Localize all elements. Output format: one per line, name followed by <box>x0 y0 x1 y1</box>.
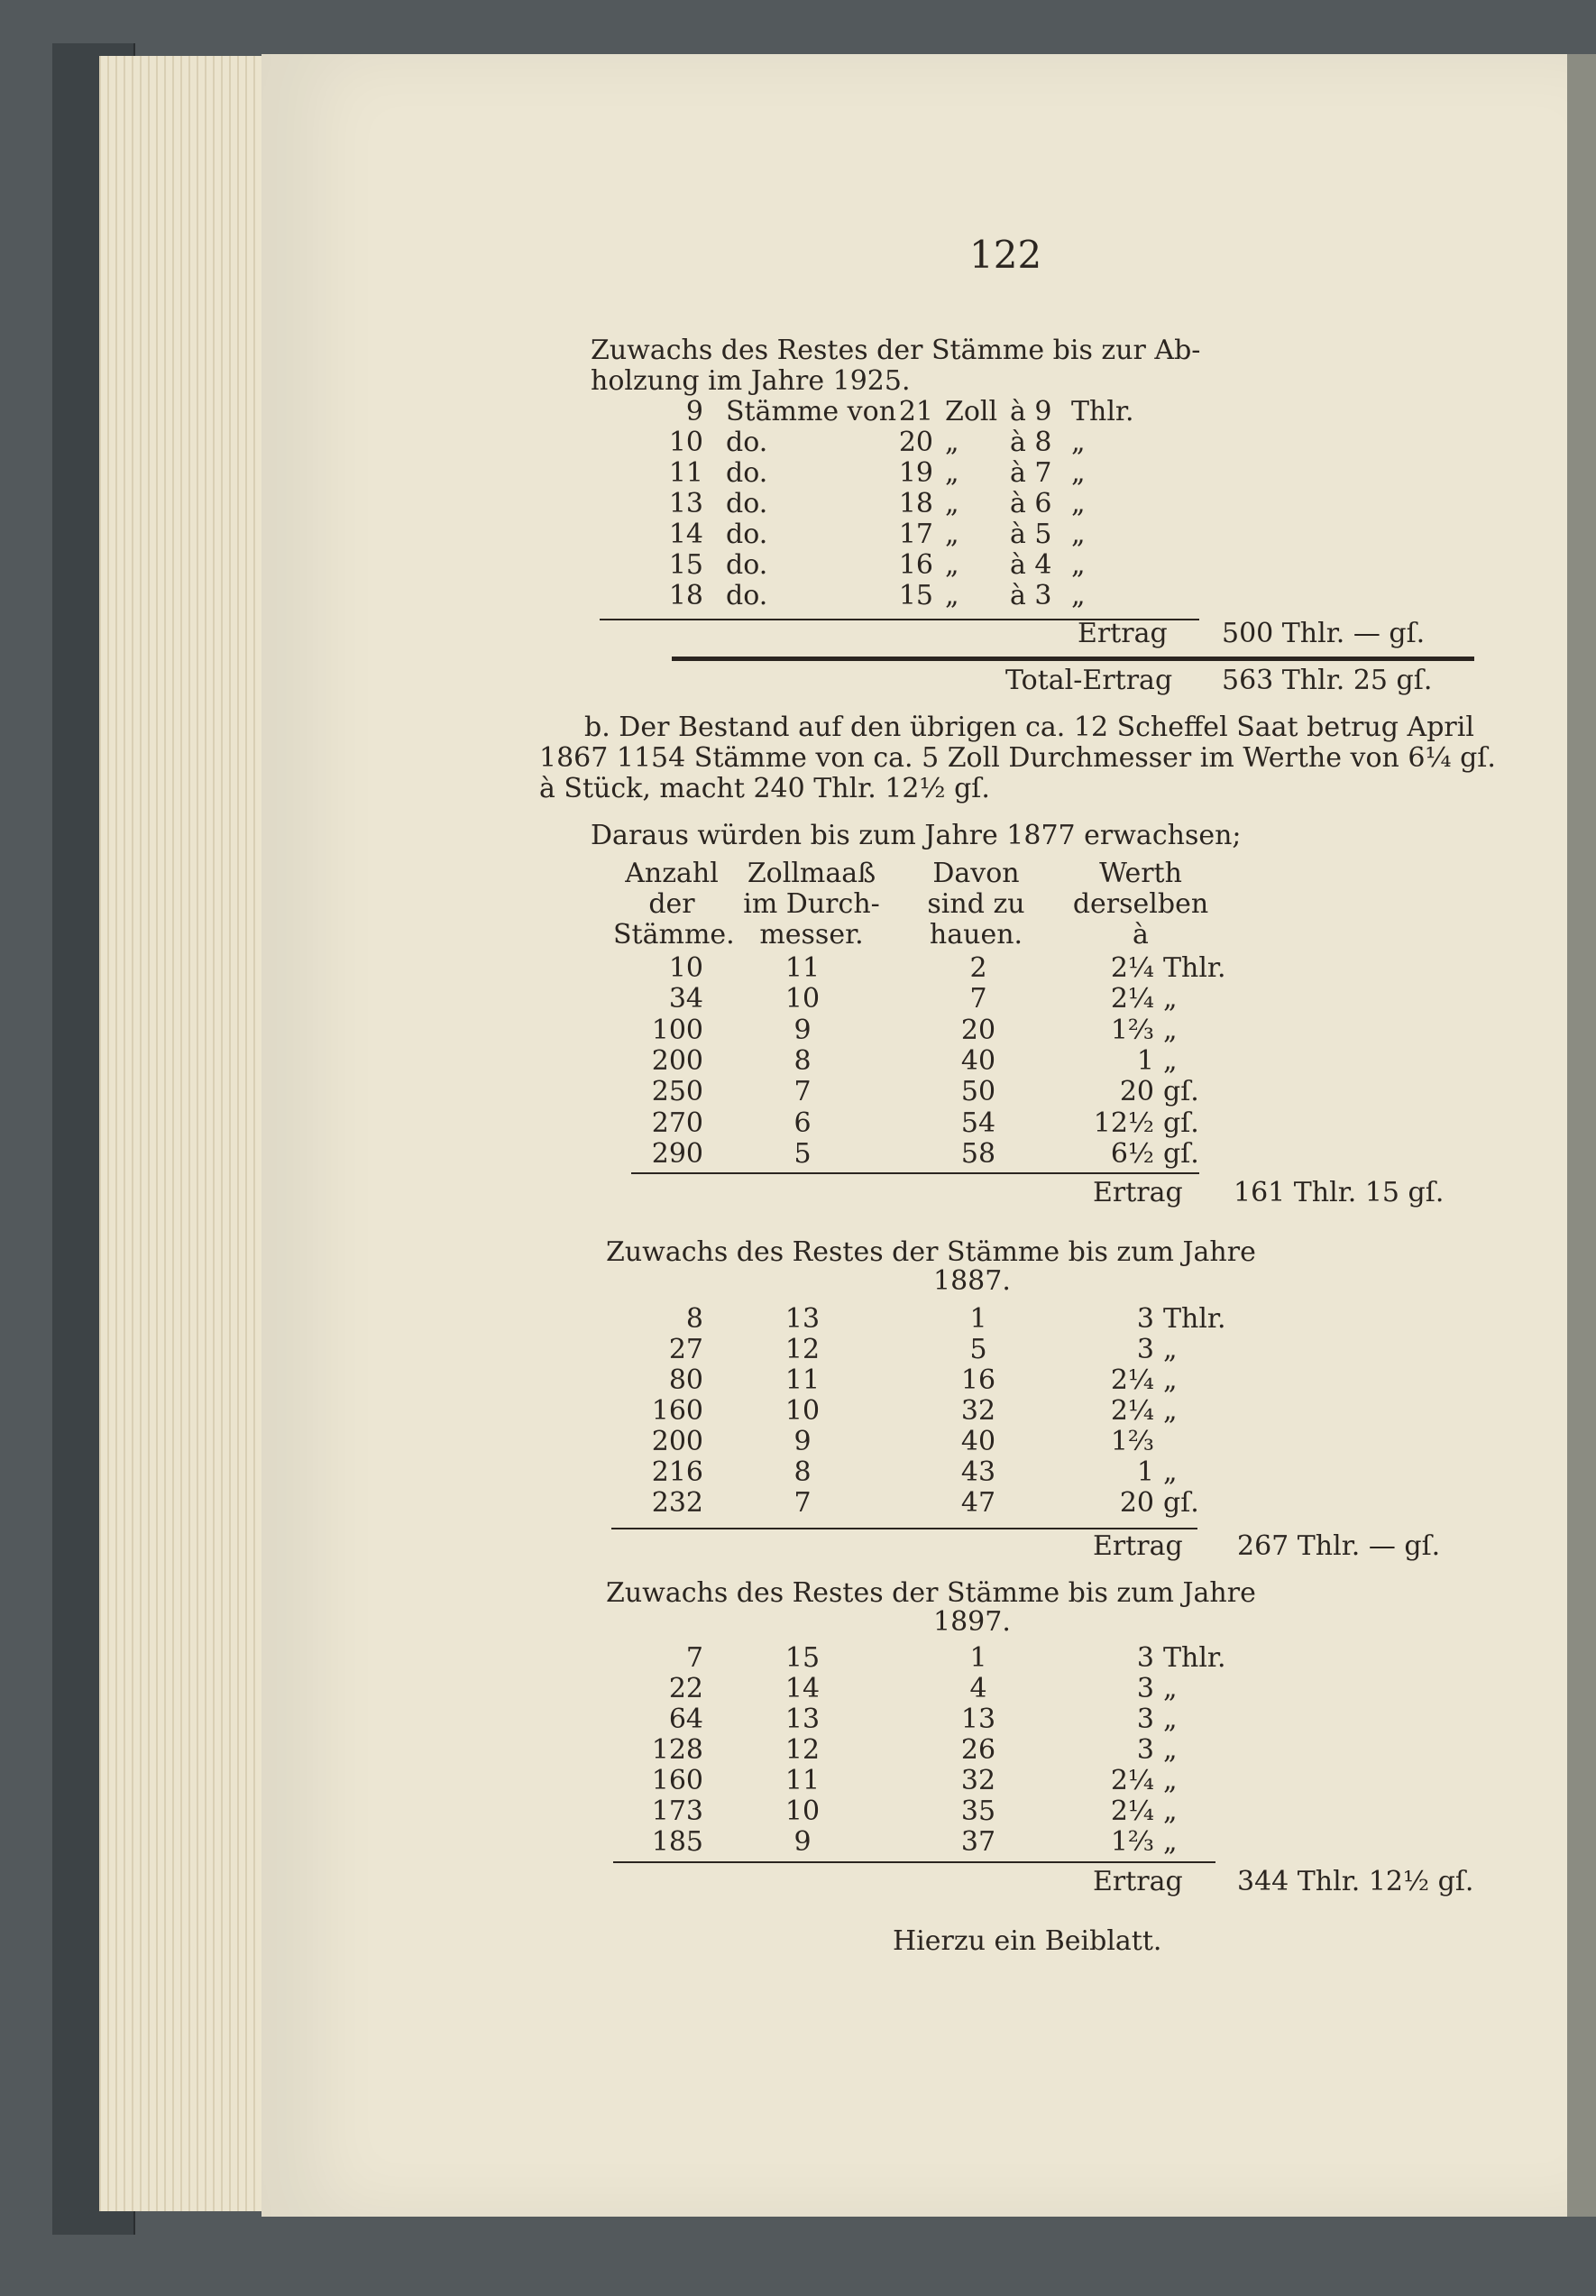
table-1887-cell: 32 <box>960 1395 996 1427</box>
table-1877-cell: 6½ <box>1110 1137 1154 1170</box>
table-1887-cell: 80 <box>668 1364 703 1396</box>
table-1877-cell: gſ. <box>1163 1076 1199 1108</box>
table-1877-cell: 200 <box>651 1044 703 1077</box>
table-1877-cell: „ <box>1163 1014 1178 1046</box>
table-1887-cell: 9 <box>793 1426 812 1457</box>
table-1877-cell: 9 <box>793 1014 812 1046</box>
table-1897-cell: 12 <box>784 1734 821 1766</box>
table-1887-cell: Thlr. <box>1163 1303 1226 1335</box>
table-1887-cell: 10 <box>784 1395 821 1427</box>
table-1897-cell: 3 <box>1136 1734 1154 1766</box>
table-1887-cell: 200 <box>651 1426 703 1457</box>
table-1897-cell: 9 <box>793 1826 812 1858</box>
facing-page-edge <box>1567 54 1596 2217</box>
header-cell: hauen. <box>929 919 1023 951</box>
list-1925-label: do. <box>726 580 768 611</box>
table-1897-cell: 11 <box>784 1765 821 1796</box>
table-1897-cell: 185 <box>651 1826 703 1858</box>
table-1897-cell: 2¼ <box>1110 1795 1154 1827</box>
header-cell: à <box>1133 919 1149 951</box>
table-1887-cell: 5 <box>969 1334 987 1365</box>
list-1925-count: 13 <box>668 488 703 519</box>
list-1925-count: 9 <box>685 396 703 427</box>
list-1925-unit: „ <box>945 519 959 550</box>
table-1887-cell: „ <box>1163 1395 1178 1427</box>
table-1877-cell: 6 <box>793 1107 812 1139</box>
intro-1897-line1: Zuwachs des Restes der Stämme bis zum Jahre <box>606 1577 1256 1609</box>
ertrag-1877-label: Ertrag <box>1093 1177 1183 1208</box>
table-1877-cell: 1⅔ <box>1110 1014 1154 1046</box>
table-1897-cell: 7 <box>685 1642 703 1674</box>
list-1925-price: à 3 <box>1010 580 1052 611</box>
ertrag-1887-label: Ertrag <box>1093 1530 1183 1562</box>
table-1877-cell: „ <box>1163 1044 1178 1077</box>
table-1897-cell: 22 <box>668 1673 703 1704</box>
list-1925-label: do. <box>726 549 768 581</box>
table-1877-cell: 2 <box>969 952 987 984</box>
ertrag-1925-value: 500 Thlr. — gſ. <box>1222 618 1426 649</box>
list-1925-count: 10 <box>668 427 703 458</box>
table-1887-cell: 16 <box>960 1364 996 1396</box>
total-ertrag-value: 563 Thlr. 25 gſ. <box>1222 665 1433 696</box>
rule-total <box>672 657 1474 661</box>
table-1877-cell: 7 <box>969 983 987 1015</box>
table-1887-cell: 40 <box>960 1426 996 1457</box>
daraus-text: Daraus würden bis zum Jahre 1877 erwachsen; <box>591 820 1242 851</box>
header-cell: sind zu <box>927 888 1025 920</box>
list-1925-inch: 21 <box>898 396 933 427</box>
table-1887-cell: 3 <box>1136 1303 1154 1335</box>
table-1887-cell: 1⅔ <box>1110 1426 1154 1457</box>
header-cell: Anzahl <box>625 858 719 889</box>
table-1897-cell: 3 <box>1136 1673 1154 1704</box>
list-1925-currency: „ <box>1071 457 1086 489</box>
table-1887-cell: „ <box>1163 1456 1178 1488</box>
table-1877-cell: 12½ <box>1093 1107 1154 1139</box>
para-b-line1: b. Der Bestand auf den übrigen ca. 12 Scheffel Saat betrug April <box>584 712 1474 743</box>
header-cell: derselben <box>1072 888 1209 920</box>
list-1925-label: do. <box>726 519 768 550</box>
table-1887-cell: 232 <box>651 1487 703 1519</box>
table-1897-cell: 128 <box>651 1734 703 1766</box>
table-1877-cell: 7 <box>793 1076 812 1108</box>
table-1897-cell: 26 <box>960 1734 996 1766</box>
intro-1887-line1: Zuwachs des Restes der Stämme bis zum Jahre <box>606 1236 1256 1268</box>
ertrag-1897-value: 344 Thlr. 12½ gſ. <box>1237 1866 1474 1897</box>
list-1925-unit: „ <box>945 549 959 581</box>
list-1925-price: à 4 <box>1010 549 1052 581</box>
ertrag-1897-label: Ertrag <box>1093 1866 1183 1897</box>
table-1897-cell: 3 <box>1136 1642 1154 1674</box>
table-1897-cell: 10 <box>784 1795 821 1827</box>
table-1877-cell: 2¼ <box>1110 983 1154 1015</box>
table-1897-cell: 173 <box>651 1795 703 1827</box>
table-1897-cell: Thlr. <box>1163 1642 1226 1674</box>
list-1925-label: do. <box>726 488 768 519</box>
table-1887-cell: 2¼ <box>1110 1395 1154 1427</box>
table-1887-cell: 8 <box>793 1456 812 1488</box>
header-cell: Werth <box>1099 858 1182 889</box>
ertrag-1925-label: Ertrag <box>1078 618 1168 649</box>
table-1887-cell: 1 <box>1136 1456 1154 1488</box>
table-1887-cell: „ <box>1163 1334 1178 1365</box>
list-1925-price: à 7 <box>1010 457 1052 489</box>
table-1897-cell: „ <box>1163 1826 1178 1858</box>
intro-1925-line1: Zuwachs des Restes der Stämme bis zur Ab- <box>591 335 1201 366</box>
list-1925-price: à 8 <box>1010 427 1052 458</box>
table-1887-cell: 216 <box>651 1456 703 1488</box>
table-1887-cell: 160 <box>651 1395 703 1427</box>
table-1877-cell: 54 <box>960 1107 996 1139</box>
table-1887-cell: 11 <box>784 1364 821 1396</box>
list-1925-currency: Thlr. <box>1071 396 1134 427</box>
table-1887-cell: 47 <box>960 1487 996 1519</box>
table-1887-cell: 43 <box>960 1456 996 1488</box>
header-cell: Stämme. <box>613 919 735 951</box>
table-1897-cell: 13 <box>960 1704 996 1735</box>
rule-1887 <box>611 1528 1197 1529</box>
table-1887-cell: gſ. <box>1163 1487 1199 1519</box>
table-1887-cell: 2¼ <box>1110 1364 1154 1396</box>
table-1897-cell: 64 <box>668 1704 703 1735</box>
table-1897-cell: 3 <box>1136 1704 1154 1735</box>
table-1897-cell: 32 <box>960 1765 996 1796</box>
para-b-line2: 1867 1154 Stämme von ca. 5 Zoll Durchmesser im Werthe von 6¼ gſ. <box>539 742 1496 774</box>
list-1925-inch: 18 <box>898 488 933 519</box>
table-1897-cell: „ <box>1163 1795 1178 1827</box>
table-1887-cell: 20 <box>1119 1487 1154 1519</box>
intro-1897-line2: 1897. <box>933 1606 1011 1638</box>
list-1925-unit: „ <box>945 427 959 458</box>
table-1877-cell: 20 <box>960 1014 996 1046</box>
page-edges <box>99 56 263 2211</box>
header-cell: im Durch- <box>743 888 880 920</box>
table-1897-cell: 4 <box>969 1673 987 1704</box>
list-1925-price: à 5 <box>1010 519 1052 550</box>
table-1897-cell: 35 <box>960 1795 996 1827</box>
table-1877-cell: 250 <box>651 1076 703 1108</box>
list-1925-currency: „ <box>1071 488 1086 519</box>
list-1925-count: 15 <box>668 549 703 581</box>
table-1877-cell: 10 <box>668 952 703 984</box>
table-1877-cell: gſ. <box>1163 1107 1199 1139</box>
table-1877-cell: 58 <box>960 1137 996 1170</box>
table-1877-cell: 270 <box>651 1107 703 1139</box>
table-1887-cell: „ <box>1163 1364 1178 1396</box>
list-1925-inch: 17 <box>898 519 933 550</box>
list-1925-price: à 6 <box>1010 488 1052 519</box>
table-1887-cell: 7 <box>793 1487 812 1519</box>
table-1877-cell: 2¼ <box>1110 952 1154 984</box>
header-cell: Davon <box>932 858 1020 889</box>
table-1877-cell: 1 <box>1136 1044 1154 1077</box>
table-1897-cell: 37 <box>960 1826 996 1858</box>
rule-1897 <box>613 1861 1215 1863</box>
table-1887-cell: 8 <box>685 1303 703 1335</box>
table-1887-cell: 27 <box>668 1334 703 1365</box>
table-1877-cell: 10 <box>784 983 821 1015</box>
table-1897-cell: 15 <box>784 1642 821 1674</box>
table-1877-cell: 11 <box>784 952 821 984</box>
table-1887-cell: 1 <box>969 1303 987 1335</box>
table-1877-cell: 40 <box>960 1044 996 1077</box>
table-1897-cell: 2¼ <box>1110 1765 1154 1796</box>
table-1877-cell: 5 <box>793 1137 812 1170</box>
table-1897-cell: „ <box>1163 1673 1178 1704</box>
table-1897-cell: „ <box>1163 1734 1178 1766</box>
table-1877-cell: 34 <box>668 983 703 1015</box>
table-1897-cell: 1⅔ <box>1110 1826 1154 1858</box>
list-1925-inch: 20 <box>898 427 933 458</box>
list-1925-currency: „ <box>1071 580 1086 611</box>
list-1925-count: 18 <box>668 580 703 611</box>
intro-1925-line2: holzung im Jahre 1925. <box>591 365 911 397</box>
list-1925-label: do. <box>726 457 768 489</box>
table-1897-cell: „ <box>1163 1704 1178 1735</box>
header-cell: Zollmaaß <box>747 858 876 889</box>
list-1925-label: Stämme von <box>726 396 897 427</box>
table-1877-cell: 8 <box>793 1044 812 1077</box>
table-1887-cell: 13 <box>784 1303 821 1335</box>
table-1877-cell: 100 <box>651 1014 703 1046</box>
page-number: 122 <box>969 233 1042 277</box>
ertrag-1887-value: 267 Thlr. — gſ. <box>1237 1530 1441 1562</box>
table-1897-cell: 1 <box>969 1642 987 1674</box>
list-1925-currency: „ <box>1071 427 1086 458</box>
list-1925-inch: 19 <box>898 457 933 489</box>
table-1877-cell: „ <box>1163 983 1178 1015</box>
table-1877-cell: 50 <box>960 1076 996 1108</box>
table-1897-cell: 160 <box>651 1765 703 1796</box>
table-1887-cell: 12 <box>784 1334 821 1365</box>
list-1925-inch: 16 <box>898 549 933 581</box>
list-1925-count: 11 <box>668 457 703 489</box>
table-1877-cell: Thlr. <box>1163 952 1226 984</box>
table-1897-cell: 14 <box>784 1673 821 1704</box>
table-1877-cell: 20 <box>1119 1076 1154 1108</box>
header-cell: messer. <box>759 919 864 951</box>
list-1925-price: à 9 <box>1010 396 1052 427</box>
para-b-line3: à Stück, macht 240 Thlr. 12½ gſ. <box>539 773 990 804</box>
ertrag-1877-value: 161 Thlr. 15 gſ. <box>1234 1177 1445 1208</box>
footer-note: Hierzu ein Beiblatt. <box>893 1925 1162 1957</box>
list-1925-unit: „ <box>945 580 959 611</box>
list-1925-currency: „ <box>1071 549 1086 581</box>
table-1877-cell: gſ. <box>1163 1137 1199 1170</box>
table-1897-cell: „ <box>1163 1765 1178 1796</box>
intro-1887-line2: 1887. <box>933 1265 1011 1297</box>
rule-1877 <box>631 1172 1199 1174</box>
header-cell: der <box>648 888 695 920</box>
list-1925-inch: 15 <box>898 580 933 611</box>
list-1925-unit: Zoll <box>945 396 998 427</box>
table-1887-cell: 3 <box>1136 1334 1154 1365</box>
table-1897-cell: 13 <box>784 1704 821 1735</box>
list-1925-label: do. <box>726 427 768 458</box>
total-ertrag-label: Total-Ertrag <box>1005 665 1173 696</box>
list-1925-count: 14 <box>668 519 703 550</box>
list-1925-currency: „ <box>1071 519 1086 550</box>
list-1925-unit: „ <box>945 488 959 519</box>
list-1925-unit: „ <box>945 457 959 489</box>
table-1877-cell: 290 <box>651 1137 703 1170</box>
